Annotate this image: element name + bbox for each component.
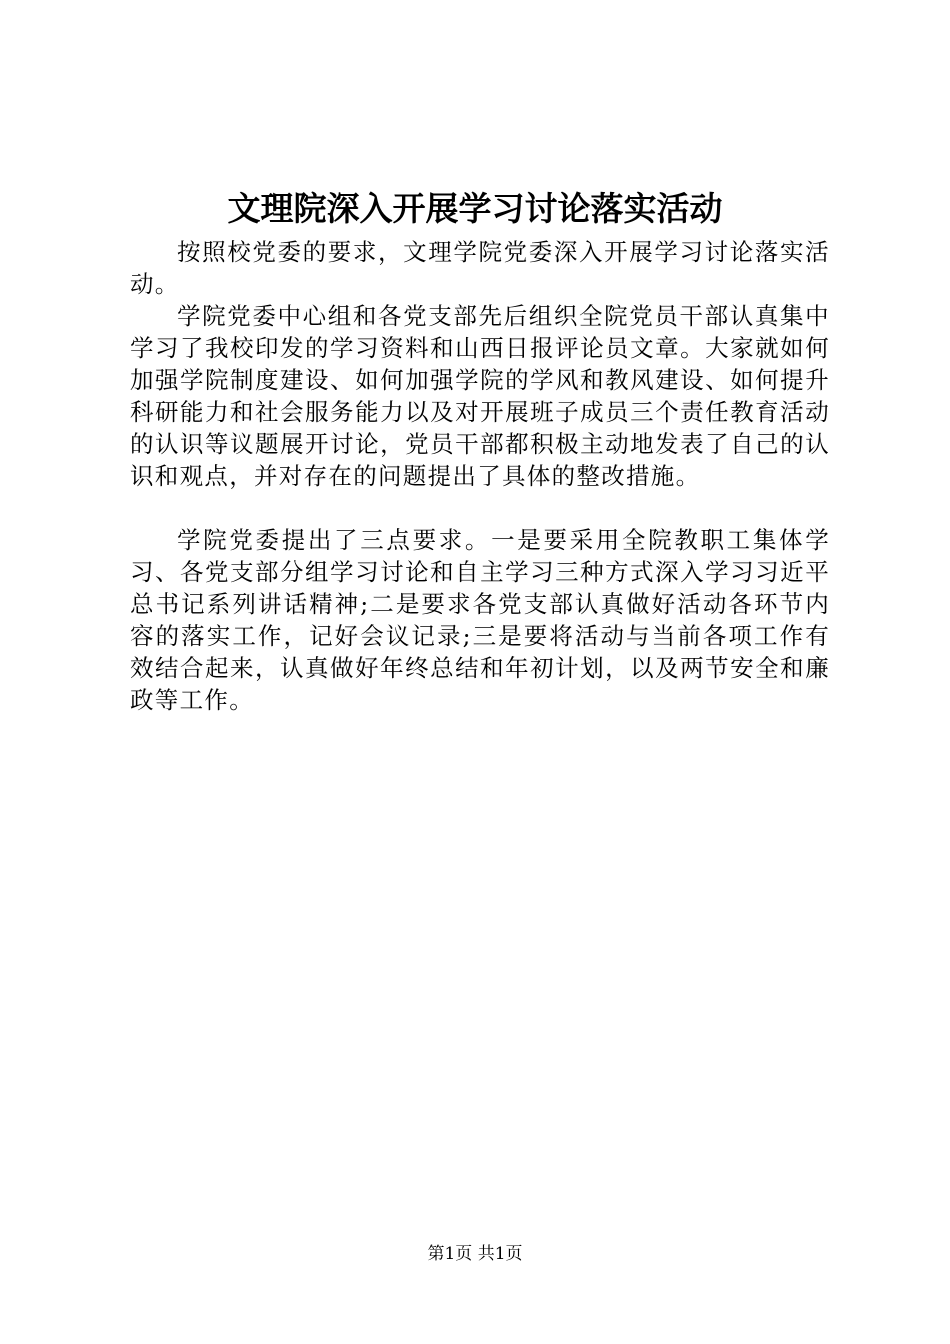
paragraph-intro: 按照校党委的要求，文理学院党委深入开展学习讨论落实活动。 [130, 238, 830, 298]
paragraph-spacer [130, 492, 830, 524]
paragraph-study: 学院党委中心组和各党支部先后组织全院党员干部认真集中学习了我校印发的学习资料和山西日报评论员文章。大家就如何加强学院制度建设、如何加强学院的学风和教风建设、如何提升科研能力和社会服务能力以及对开展班子成员三个责任教育活动的认识等议题展开讨论，党员干部都积极主动地发表了自己的认识和观点，并对存在的问题提出了具体的整改措施。 [130, 302, 830, 490]
paragraph-requirements: 学院党委提出了三点要求。一是要采用全院教职工集体学习、各党支部分组学习讨论和自主学习三种方式深入学习习近平总书记系列讲话精神;二是要求各党支部认真做好活动各环节内容的落实工作，记好会议记录;三是要将活动与当前各项工作有效结合起来，认真做好年终总结和年初计划，以及两节安全和廉政等工作。 [130, 526, 830, 714]
document-title: 文理院深入开展学习讨论落实活动 [227, 189, 723, 228]
document-body [130, 236, 830, 716]
page-number-footer: 第1页 共1页 [427, 1244, 523, 1264]
